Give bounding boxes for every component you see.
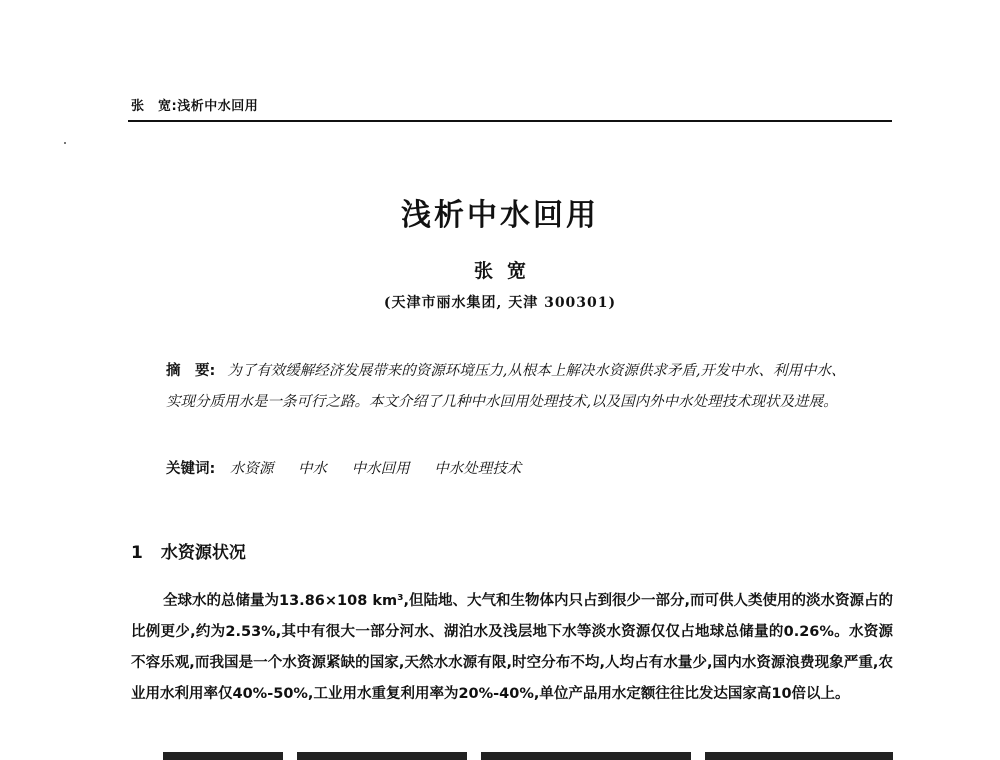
section-number: 1	[131, 543, 143, 563]
keywords-label: 关键词:	[166, 461, 216, 477]
author-affiliation: (天津市丽水集团, 天津 300301)	[383, 295, 617, 311]
keyword-item: 中水处理技术	[434, 461, 522, 477]
abstract-text: 为了有效缓解经济发展带来的资源环境压力,从根本上解决水资源供求矛盾,开发中水、利用中水、实现分质用水是一条可行之路。本文介绍了几种中水回用处理技术,以及国内外中水处理技术现状及进展。	[166, 363, 846, 410]
keyword-item: 水资源	[229, 461, 274, 477]
scan-speck	[64, 142, 66, 144]
abstract	[166, 356, 860, 418]
abstract-label: 摘 要:	[166, 363, 216, 379]
section-title: 水资源状况	[160, 543, 246, 563]
body-paragraph: 全球水的总储量为13.86×108 km³,但陆地、大气和生物体内只占到很少一部分,而可供人类使用的淡水资源占的比例更少,约为2.53%,其中有很大一部分河水、湖泊水及浅层地下水等淡水资源仅仅占地球总储量的0.26%。水资源不容乐观,而我国是一个水资源紧缺的国家,天然水水源有限,时空分布不均,人均占有水量少,国内水资源浪费现象严重,农业用水利用率仅40%-50%,工业用水重复利用率为20%-40%,单位产品用水定额往往比发达国家高10倍以上。	[131, 593, 893, 702]
keywords	[166, 457, 860, 481]
header-rule	[128, 120, 892, 122]
author-name: 张宽	[473, 260, 540, 282]
keyword-item: 中水回用	[351, 461, 410, 477]
running-header: 张 宽:浅析中水回用	[131, 99, 259, 114]
section-heading	[131, 538, 246, 563]
paper-title: 浅析中水回用	[401, 198, 599, 233]
keyword-item: 中水	[298, 461, 328, 477]
truncated-text-line	[163, 748, 893, 760]
